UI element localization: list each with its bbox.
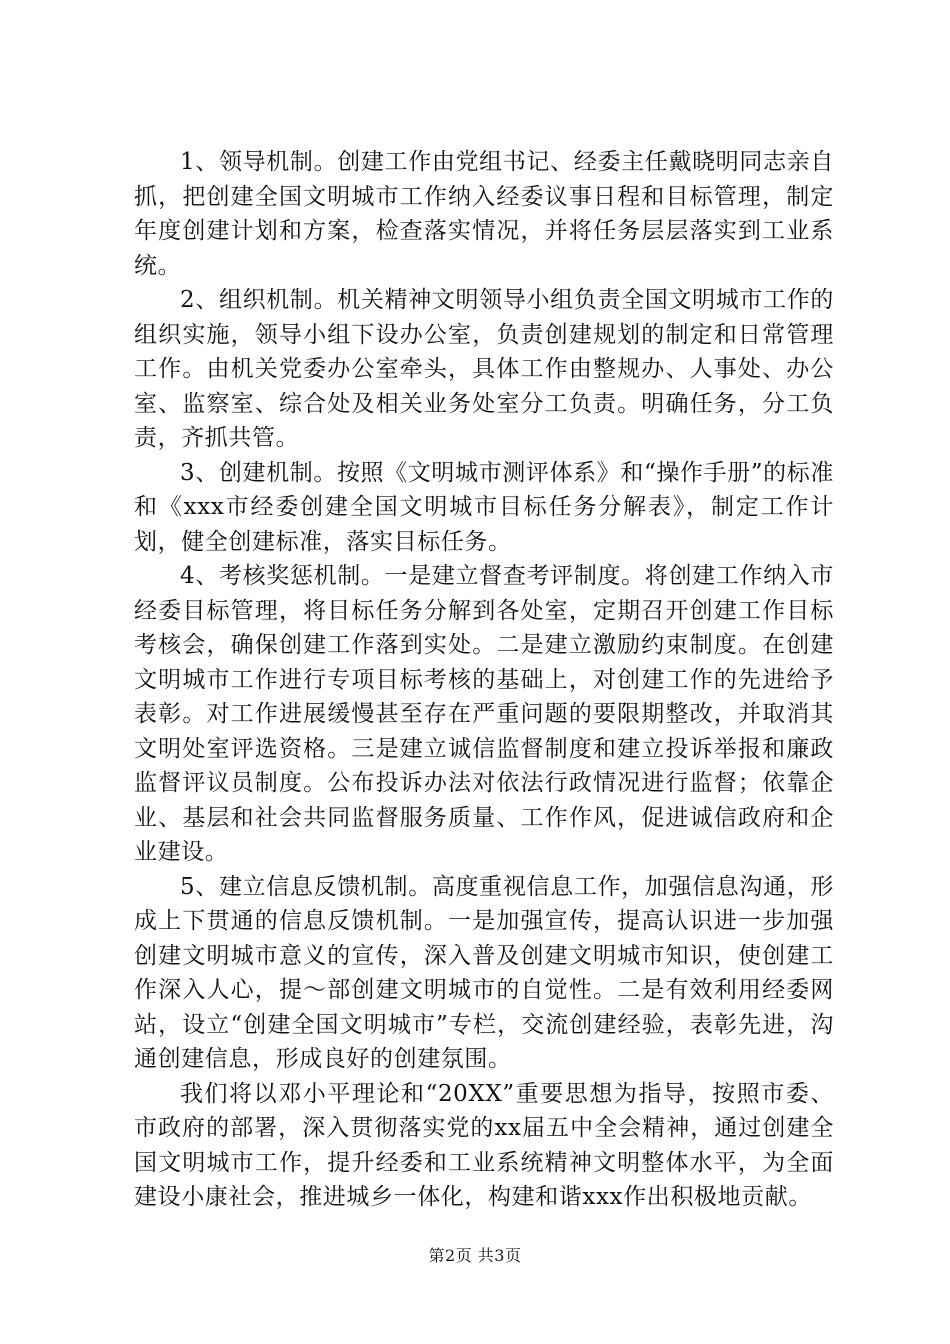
paragraph-conclusion: 我们将以邓小平理论和“20XX”重要思想为指导，按照市委、市政府的部署，深入贯彻落实党的xx届五中全会精神，通过创建全国文明城市工作，提升经委和工业系统精神文明整体水平，为全面建设小康社会，推进城乡一体化，构建和谐xxx作出积极地贡献。 (134, 1080, 834, 1210)
paragraph-organization-mechanism: 2、组织机制。机关精神文明领导小组负责全国文明城市工作的组织实施，领导小组下设办公室，负责创建规划的制定和日常管理工作。由机关党委办公室牵头，具体工作由整规办、人事处、办公室、监察室、综合处及相关业务处室分工负责。明确任务，分工负责，齐抓共管。 (134, 287, 834, 451)
document-body (134, 145, 834, 1215)
page-number-footer: 第2页 共3页 (428, 1246, 522, 1265)
paragraph-creation-mechanism: 3、创建机制。按照《文明城市测评体系》和“操作手册”的标准和《xxx市经委创建全国文明城市目标任务分解表》，制定工作计划，健全创建标准，落实目标任务。 (134, 459, 834, 555)
paragraph-assessment-mechanism: 4、考核奖惩机制。一是建立督查考评制度。将创建工作纳入市经委目标管理，将目标任务分解到各处室，定期召开创建工作目标考核会，确保创建工作落到实处。二是建立激励约束制度。在创建文明城市工作进行专项目标考核的基础上，对创建工作的先进给予表彰。对工作进展缓慢甚至存在严重问题的要限期整改，并取消其文明处室评选资格。三是建立诚信监督制度和建立投诉举报和廉政监督评议员制度。公布投诉办法对依法行政情况进行监督；依靠企业、基层和社会共同监督服务质量、工作作风，促进诚信政府和企业建设。 (134, 563, 834, 865)
paragraph-feedback-mechanism: 5、建立信息反馈机制。高度重视信息工作，加强信息沟通，形成上下贯通的信息反馈机制。一是加强宣传，提高认识进一步加强创建文明城市意义的宣传，深入普及创建文明城市知识，使创建工作深入人心，提～部创建文明城市的自觉性。二是有效利用经委网站，设立“创建全国文明城市”专栏，交流创建经验，表彰先进，沟通创建信息，形成良好的创建氛围。 (134, 873, 834, 1072)
paragraph-leadership-mechanism: 1、领导机制。创建工作由党组书记、经委主任戴晓明同志亲自抓，把创建全国文明城市工作纳入经委议事日程和目标管理，制定年度创建计划和方案，检查落实情况，并将任务层层落实到工业系统。 (134, 149, 834, 279)
